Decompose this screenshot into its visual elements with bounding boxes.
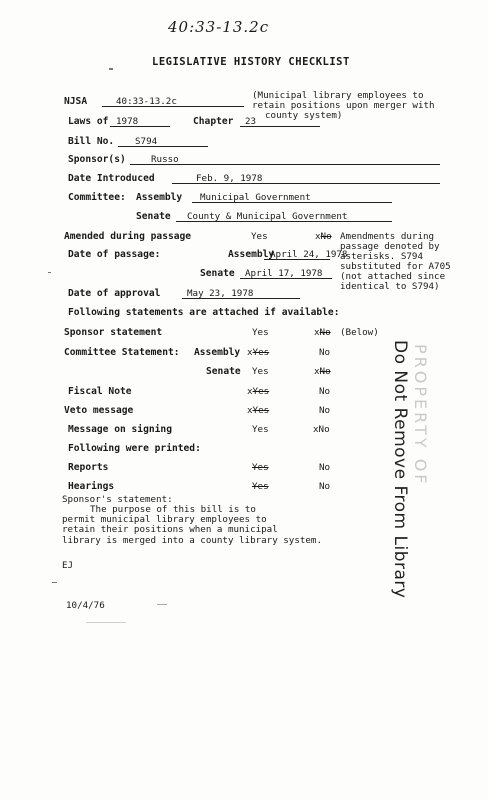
njsa-description-2: retain positions upon merger with (252, 100, 435, 111)
committee-assembly-label: Assembly (136, 192, 183, 203)
senate-statement-yes: Yes (252, 366, 269, 377)
amended-note-4: substituted for A705 (340, 261, 451, 272)
committee-statement-yes: xYes (247, 347, 270, 358)
committee-senate-underline (176, 221, 392, 222)
sponsor-statement-line: retain their positions when a municipal (62, 524, 278, 535)
date-introduced-label: Date Introduced (68, 173, 155, 184)
amended-yes: Yes (251, 231, 268, 242)
reports-yes: Yes (252, 462, 269, 473)
laws-of-underline (110, 126, 170, 127)
chapter-label: Chapter (193, 116, 234, 127)
form-date: 10/4/76 (66, 600, 105, 611)
veto-message-label: Veto message (64, 405, 134, 416)
reports-label: Reports (68, 462, 109, 473)
passage-label: Date of passage: (68, 249, 161, 260)
hearings-yes: Yes (252, 481, 269, 492)
do-not-remove-stamp: Do Not Remove From Library (390, 340, 410, 599)
passage-assembly-value: April 24, 1978 (270, 249, 348, 260)
committee-statement-no: No (319, 347, 331, 358)
approval-label: Date of approval (68, 288, 161, 299)
attached-heading: Following statements are attached if available: (68, 307, 340, 318)
statement-extra: (Below) (340, 327, 379, 338)
committee-senate-value: County & Municipal Government (187, 211, 348, 222)
fiscal-note-no: No (319, 386, 331, 397)
njsa-underline (102, 106, 244, 107)
scan-speck (86, 622, 126, 623)
chapter-underline (240, 126, 320, 127)
chapter-value: 23 (245, 116, 257, 127)
veto-message-no: No (319, 405, 331, 416)
committee-assembly-value: Municipal Government (200, 192, 311, 203)
hearings-label: Hearings (68, 481, 115, 492)
committee-assembly-underline (192, 202, 392, 203)
scan-speck (109, 68, 113, 70)
initials: EJ (62, 560, 74, 571)
passage-senate-label: Senate (200, 268, 235, 279)
njsa-description-1: (Municipal library employees to (252, 90, 424, 101)
sponsor-statement-line: permit municipal library employees to (62, 514, 267, 525)
sponsor-underline (130, 164, 440, 165)
sponsor-statement-line: library is merged into a county library system. (62, 535, 322, 546)
sponsor-label: Sponsor(s) (68, 154, 126, 165)
sponsor-statement-line: The purpose of this bill is to (90, 504, 256, 515)
bill-no-label: Bill No. (68, 136, 115, 147)
date-introduced-value: Feb. 9, 1978 (196, 173, 263, 184)
amended-note-6: identical to S794) (340, 281, 440, 292)
njsa-description-3: county system) (265, 110, 343, 121)
page-title: LEGISLATIVE HISTORY CHECKLIST (152, 56, 350, 68)
amended-mark: x (315, 231, 321, 242)
faint-property-stamp: PROPERTY OF (411, 344, 430, 487)
passage-senate-underline (240, 278, 332, 279)
scan-speck (52, 582, 57, 583)
amended-note-3: asterisks. S794 (340, 251, 423, 262)
njsa-label: NJSA (64, 96, 88, 107)
passage-senate-value: April 17, 1978 (245, 268, 323, 279)
bill-no-underline (118, 146, 208, 147)
passage-assembly-label: Assembly (228, 249, 275, 260)
bill-no-value: S794 (135, 136, 158, 147)
hearings-no: No (319, 481, 331, 492)
committee-statement-label: Committee Statement: (64, 347, 180, 358)
date-introduced-underline (172, 183, 440, 184)
amended-note-2: passage denoted by (340, 241, 440, 252)
handwritten-citation: 40:33-13.2c (168, 18, 270, 36)
amended-label: Amended during passage (64, 231, 192, 242)
passage-assembly-underline (264, 259, 330, 260)
printed-heading: Following were printed: (68, 443, 201, 454)
senate-statement-sub: Senate (206, 366, 241, 377)
committee-senate-label: Senate (136, 211, 171, 222)
laws-of-label: Laws of (68, 116, 109, 127)
njsa-value: 40:33-13.2c (116, 96, 177, 107)
message-on-signing-no: xNo (313, 424, 330, 435)
statement-no: xNo (314, 327, 331, 338)
scan-speck (48, 272, 51, 273)
fiscal-note-label: Fiscal Note (68, 386, 132, 397)
committee-statement-sub: Assembly (194, 347, 241, 358)
fiscal-note-yes: xYes (247, 386, 270, 397)
reports-no: No (319, 462, 331, 473)
committee-label: Committee: (68, 192, 126, 203)
message-on-signing-label: Message on signing (68, 424, 172, 435)
approval-underline (182, 298, 300, 299)
amended-note-5: (not attached since (340, 271, 446, 282)
statement-yes: Yes (252, 327, 269, 338)
amended-note-1: Amendments during (340, 231, 435, 242)
veto-message-yes: xYes (247, 405, 270, 416)
laws-of-value: 1978 (116, 116, 139, 127)
scan-speck (157, 604, 167, 605)
senate-statement-no: xNo (314, 366, 331, 377)
sponsor-value: Russo (151, 154, 179, 165)
approval-value: May 23, 1978 (187, 288, 254, 299)
statement-label: Sponsor statement (64, 327, 163, 338)
sponsor-statement-heading: Sponsor's statement: (62, 494, 173, 505)
message-on-signing-yes: Yes (252, 424, 269, 435)
amended-no: xNo (315, 231, 332, 242)
